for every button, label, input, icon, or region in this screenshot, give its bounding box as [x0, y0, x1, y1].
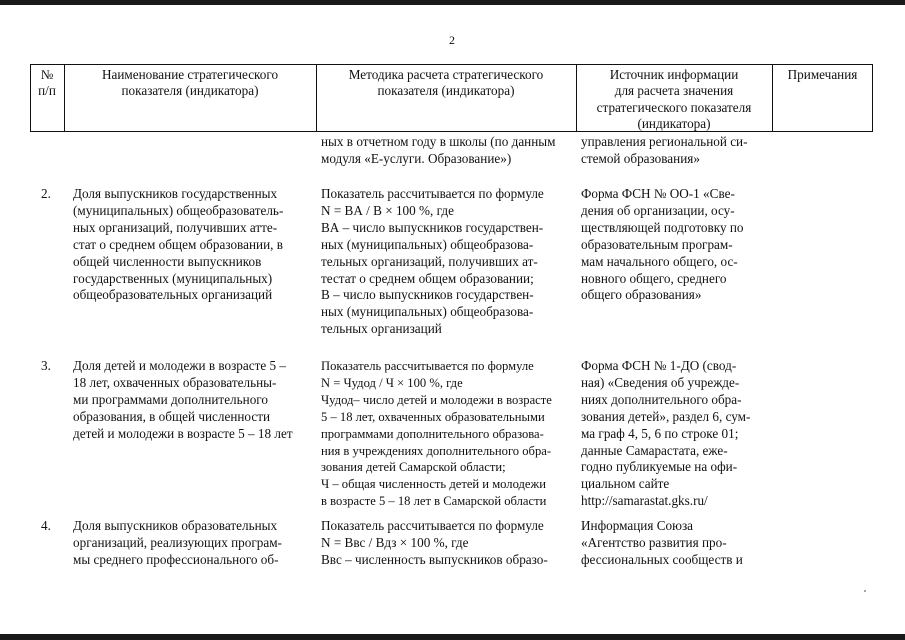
header-col-notes: Примечания — [787, 67, 858, 82]
row-method: Показатель рассчитывается по формуле N = Чудод / Ч × 100 %, где Чудод– число детей и молодежи в возрасте 5 – 18 лет, охваченных образовательными программами дополнительного образова- ния в учреждениях дополнительного обра- зования детей Самарской области; Ч – общая численность детей и молодежи в возрасте 5 – 18 лет в Самарской области — [321, 359, 552, 509]
continuation-source: управления региональной си- стемой образования» — [581, 134, 748, 166]
header-col-number: № п/п — [38, 67, 56, 99]
row-indicator-name: Доля выпускников государственных (муниципальных) общеобразователь- ных организаций, получивших атте- стат о среднем общем образовании, в общей численности выпускников государственных (муниципальных) общеобразовательных организаций — [73, 186, 284, 303]
scan-speck — [864, 590, 866, 592]
header-col-source: Источник информации для расчета значения стратегического показателя (индикатора) — [596, 67, 752, 132]
row-source: Информация Союза «Агентство развития про- фессиональных сообществ и — [581, 518, 743, 567]
row-source: Форма ФСН № ОО-1 «Све- дения об организации, осу- ществляющей подготовку по образовательным програм- мам начального общего, ос- новного общего, среднего общего образования» — [581, 186, 744, 303]
row-method: Показатель рассчитывается по формуле N = Bвс / Bдз × 100 %, где Bвс – численность выпускников образо- — [321, 518, 548, 567]
top-border — [0, 0, 905, 5]
page-number: 2 — [449, 33, 455, 47]
row-number: 3. — [41, 358, 51, 373]
bottom-border — [0, 634, 905, 640]
row-number: 2. — [41, 186, 51, 201]
row-number: 4. — [41, 518, 51, 533]
continuation-method: ных в отчетном году в школы (по данным модуля «Е-услуги. Образование») — [321, 134, 556, 166]
row-indicator-name: Доля детей и молодежи в возрасте 5 – 18 лет, охваченных образовательны- ми программами дополнительного образования, в общей численности детей и молодежи в возрасте 5 – 18 лет — [73, 358, 293, 441]
row-source: Форма ФСН № 1-ДО (свод- ная) «Сведения об учрежде- ниях дополнительного обра- зования детей», раздел 6, сум- ма граф 4, 5, 6 по строке 01; данные Самарастата, еже- годно публикуемые на офи- циальном сайте http://samarastat.gks.ru/ — [581, 358, 751, 509]
header-col-method: Методика расчета стратегического показателя (индикатора) — [348, 67, 544, 99]
header-col-name: Наименование стратегического показателя (индикатора) — [101, 67, 279, 99]
row-method: Показатель рассчитывается по формуле N = BА / B × 100 %, где BА – число выпускников государствен- ных (муниципальных) общеобразова- тельных организаций, получивших ат- тестат о среднем общем образовании; B – число выпускников государствен- ных (муниципальных) общеобразова- тельных организаций — [321, 186, 544, 337]
row-indicator-name: Доля выпускников образовательных организаций, реализующих програм- мы среднего профессионального об- — [73, 518, 282, 567]
